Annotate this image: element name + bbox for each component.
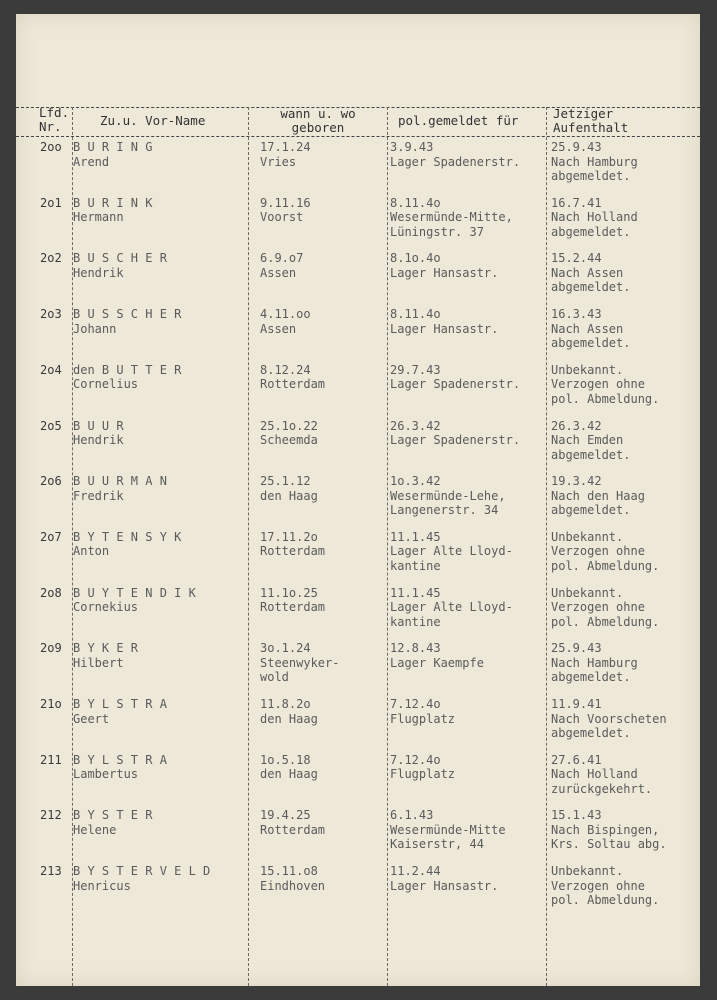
birth-info <box>260 251 303 280</box>
person-name <box>73 251 167 280</box>
surname: B Y L S T R A <box>73 697 167 711</box>
current-residence <box>551 196 638 240</box>
birth-info <box>260 753 318 782</box>
birth-line: Eindhoven <box>260 878 326 893</box>
registration-info <box>390 307 498 336</box>
residence-line: Nach Assen <box>551 321 624 336</box>
registration-line: 29.7.43 <box>390 362 441 377</box>
current-residence <box>551 753 652 797</box>
person-name <box>73 697 167 726</box>
birth-info <box>260 697 318 726</box>
firstname: Hendrik <box>73 433 124 447</box>
surname: B Y S T E R <box>73 808 153 823</box>
current-residence <box>551 363 659 407</box>
birth-line: 3o.1.24 <box>260 641 311 656</box>
registration-line: Flugplatz <box>390 767 456 782</box>
residence-line: 25.9.43 <box>551 641 602 656</box>
registration-line: Lager Alte Lloyd- <box>390 600 513 615</box>
birth-line: 17.1.24 <box>260 140 311 154</box>
table-row <box>16 697 700 753</box>
registration-line: 26.3.42 <box>390 418 441 433</box>
residence-line: abgemeldet. <box>551 224 631 239</box>
current-residence <box>551 864 659 908</box>
row-number: 2oo <box>40 140 62 154</box>
row-number: 2o6 <box>40 474 62 489</box>
table-row <box>16 363 700 419</box>
table-row <box>16 586 700 642</box>
firstname: Anton <box>73 544 110 559</box>
firstname: Henricus <box>73 878 131 893</box>
document-page <box>16 14 700 986</box>
firstname: Cornelius <box>73 377 139 392</box>
row-number: 2o5 <box>40 418 62 433</box>
registration-line: Wesermünde-Lehe, <box>390 488 506 503</box>
row-number: 211 <box>40 752 62 767</box>
registration-line: Lager Spadenerstr. <box>390 377 521 392</box>
residence-line: pol. Abmeldung. <box>551 893 660 908</box>
birth-line: den Haag <box>260 488 318 503</box>
birth-line: 11.1o.25 <box>260 585 318 600</box>
registration-line: 7.12.4o <box>390 697 441 711</box>
residence-line: 19.3.42 <box>551 474 602 489</box>
birth-line: Scheemda <box>260 433 318 447</box>
birth-info <box>260 808 325 837</box>
residence-line: Unbekannt. <box>551 362 624 377</box>
residence-line: abgemeldet. <box>551 503 631 518</box>
person-name <box>73 140 152 169</box>
birth-info <box>260 307 311 336</box>
registration-info <box>390 251 498 280</box>
table-row <box>16 530 700 586</box>
birth-line: 4.11.oo <box>260 307 311 322</box>
table-row <box>16 196 700 252</box>
current-residence <box>551 419 630 463</box>
residence-line: 16.3.43 <box>551 307 602 322</box>
current-residence <box>551 641 638 685</box>
residence-line: Nach Bispingen, <box>551 822 660 837</box>
birth-line: Assen <box>260 265 297 280</box>
firstname: Fredrik <box>73 488 124 503</box>
header-name: Zu.u. Vor-Name <box>100 113 206 128</box>
residence-line: Nach Holland <box>551 767 638 782</box>
firstname: Hendrik <box>73 265 124 280</box>
firstname: Hilbert <box>73 655 124 670</box>
birth-line: Voorst <box>260 210 304 225</box>
birth-info <box>260 474 318 503</box>
registration-info <box>390 140 520 169</box>
surname: B Y S T E R V E L D <box>73 864 211 879</box>
current-residence <box>551 530 659 574</box>
birth-line: Rotterdam <box>260 822 326 837</box>
birth-line: 11.8.2o <box>260 697 311 711</box>
residence-line: pol. Abmeldung. <box>551 391 660 406</box>
residence-line: Nach Hamburg <box>551 154 638 169</box>
surname: den B U T T E R <box>73 362 182 377</box>
birth-line: Rotterdam <box>260 377 326 392</box>
table-row <box>16 808 700 864</box>
table-row <box>16 641 700 697</box>
current-residence <box>551 474 645 518</box>
registration-line: Lager Hansastr. <box>390 878 499 893</box>
person-name <box>73 753 167 782</box>
row-number: 2o2 <box>40 251 62 266</box>
registration-info <box>390 808 506 852</box>
residence-line: 15.2.44 <box>551 251 602 266</box>
registration-line: 11.2.44 <box>390 864 441 879</box>
residence-line: Unbekannt. <box>551 529 624 544</box>
residence-line: Unbekannt. <box>551 864 624 879</box>
residence-line: Nach Holland <box>551 210 638 225</box>
table-row <box>16 474 700 530</box>
row-number: 2o3 <box>40 307 62 322</box>
residence-line: 27.6.41 <box>551 752 602 767</box>
person-name <box>73 808 152 837</box>
birth-line: 8.12.24 <box>260 362 311 377</box>
residence-line: Nach Hamburg <box>551 655 638 670</box>
current-residence <box>551 307 630 351</box>
registration-line: 7.12.4o <box>390 752 441 767</box>
residence-line: Verzogen ohne <box>551 544 645 559</box>
firstname: Johann <box>73 321 117 336</box>
firstname: Arend <box>73 154 110 169</box>
person-name <box>73 641 138 670</box>
residence-line: Nach den Haag <box>551 488 645 503</box>
firstname: Helene <box>73 822 117 837</box>
birth-line: wold <box>260 670 289 685</box>
surname: B U U R <box>73 418 124 433</box>
residence-line: Verzogen ohne <box>551 600 645 615</box>
registration-info <box>390 363 520 392</box>
birth-line: 25.1o.22 <box>260 418 318 433</box>
birth-line: Vries <box>260 154 297 169</box>
residence-line: Verzogen ohne <box>551 377 645 392</box>
residence-line: abgemeldet. <box>551 670 631 685</box>
registration-line: 11.1.45 <box>390 585 441 600</box>
birth-info <box>260 196 311 225</box>
registration-line: Wesermünde-Mitte <box>390 822 506 837</box>
current-residence <box>551 808 667 852</box>
person-name <box>73 474 167 503</box>
row-number: 21o <box>40 697 62 711</box>
residence-line: abgemeldet. <box>551 280 631 295</box>
birth-line: Assen <box>260 321 297 336</box>
surname: B U R I N G <box>73 140 153 154</box>
residence-line: 26.3.42 <box>551 418 602 433</box>
residence-line: 25.9.43 <box>551 140 602 154</box>
registration-line: Lager Kaempfe <box>390 655 484 670</box>
residence-line: Verzogen ohne <box>551 878 645 893</box>
table-row <box>16 251 700 307</box>
header-born: wann u. wo geboren <box>280 106 356 135</box>
person-name <box>73 196 152 225</box>
birth-info <box>260 864 325 893</box>
firstname: Cornekius <box>73 600 139 615</box>
current-residence <box>551 697 667 741</box>
header-bottom-rule <box>16 136 700 137</box>
birth-line: 9.11.16 <box>260 195 311 210</box>
surname: B Y K E R <box>73 641 139 656</box>
person-name <box>73 363 181 392</box>
birth-info <box>260 586 325 615</box>
registration-info <box>390 530 513 574</box>
birth-info <box>260 641 339 685</box>
residence-line: Krs. Soltau abg. <box>551 837 667 852</box>
residence-line: abgemeldet. <box>551 726 631 740</box>
birth-line: Rotterdam <box>260 600 326 615</box>
birth-info <box>260 363 325 392</box>
header-registered: pol.gemeldet für <box>398 113 519 128</box>
birth-info <box>260 419 318 448</box>
header-lfd-nr: Lfd. Nr. <box>39 105 70 134</box>
person-name <box>73 419 124 448</box>
registration-info <box>390 419 520 448</box>
residence-line: zurückgekehrt. <box>551 781 653 796</box>
birth-line: 25.1.12 <box>260 474 311 489</box>
registration-line: 8.11.4o <box>390 195 441 210</box>
surname: B Y T E N S Y K <box>73 529 182 544</box>
registration-line: 12.8.43 <box>390 641 441 656</box>
registration-info <box>390 474 506 518</box>
birth-line: 17.11.2o <box>260 529 318 544</box>
person-name <box>73 864 210 893</box>
person-name <box>73 307 181 336</box>
residence-line: Nach Voorscheten <box>551 711 667 726</box>
residence-line: 16.7.41 <box>551 195 602 210</box>
person-name <box>73 530 181 559</box>
table-row <box>16 140 700 196</box>
registration-line: Lüningstr. 37 <box>390 224 484 239</box>
registration-line: Lager Spadenerstr. <box>390 154 521 169</box>
residence-line: Nach Assen <box>551 265 624 280</box>
birth-info <box>260 530 325 559</box>
registration-line: kantine <box>390 558 441 573</box>
current-residence <box>551 251 630 295</box>
surname: B U S C H E R <box>73 251 167 266</box>
surname: B U R I N K <box>73 195 153 210</box>
registration-line: 3.9.43 <box>390 140 434 154</box>
birth-line: Steenwyker- <box>260 655 340 670</box>
surname: B U U R M A N <box>73 474 167 489</box>
current-residence <box>551 140 638 184</box>
registration-line: Lager Hansastr. <box>390 321 499 336</box>
row-number: 2o7 <box>40 529 62 544</box>
registration-info <box>390 586 513 630</box>
registration-line: 8.1o.4o <box>390 251 441 266</box>
registration-info <box>390 753 455 782</box>
registration-line: Lager Hansastr. <box>390 265 499 280</box>
residence-line: Unbekannt. <box>551 585 624 600</box>
registration-line: Kaiserstr, 44 <box>390 837 484 852</box>
residence-line: 11.9.41 <box>551 697 602 711</box>
registration-line: 1o.3.42 <box>390 474 441 489</box>
person-name <box>73 586 196 615</box>
birth-line: 15.11.o8 <box>260 864 318 879</box>
firstname: Lambertus <box>73 767 139 782</box>
surname: B U Y T E N D I K <box>73 585 196 600</box>
table-row <box>16 753 700 809</box>
table-row <box>16 864 700 920</box>
table-row <box>16 307 700 363</box>
row-number: 2o9 <box>40 641 62 656</box>
birth-line: 1o.5.18 <box>260 752 311 767</box>
registration-line: Flugplatz <box>390 711 456 726</box>
residence-line: 15.1.43 <box>551 808 602 823</box>
registration-line: 8.11.4o <box>390 307 441 322</box>
row-number: 2o4 <box>40 362 62 377</box>
row-number: 213 <box>40 864 62 879</box>
birth-line: den Haag <box>260 767 318 782</box>
birth-line: den Haag <box>260 711 318 726</box>
residence-line: pol. Abmeldung. <box>551 614 660 629</box>
registration-info <box>390 641 484 670</box>
row-number: 2o1 <box>40 195 62 210</box>
registration-line: kantine <box>390 614 441 629</box>
birth-line: Rotterdam <box>260 544 326 559</box>
residence-line: Nach Emden <box>551 433 624 447</box>
surname: B U S S C H E R <box>73 307 182 322</box>
row-number: 212 <box>40 808 62 823</box>
registration-line: Langenerstr. 34 <box>390 503 499 518</box>
registration-info <box>390 196 513 240</box>
residence-line: abgemeldet. <box>551 169 631 183</box>
birth-line: 6.9.o7 <box>260 251 304 266</box>
registration-line: Lager Alte Lloyd- <box>390 544 513 559</box>
residence-line: abgemeldet. <box>551 336 631 351</box>
residence-line: abgemeldet. <box>551 447 631 462</box>
firstname: Geert <box>73 711 110 726</box>
registration-line: Lager Spadenerstr. <box>390 433 521 447</box>
birth-line: 19.4.25 <box>260 808 311 823</box>
registration-line: 11.1.45 <box>390 529 441 544</box>
table-row <box>16 419 700 475</box>
header-current: Jetziger Aufenthalt <box>553 106 629 135</box>
firstname: Hermann <box>73 210 124 225</box>
birth-info <box>260 140 311 169</box>
registration-info <box>390 697 455 726</box>
registration-line: Wesermünde-Mitte, <box>390 210 513 225</box>
registration-line: 6.1.43 <box>390 808 434 823</box>
surname: B Y L S T R A <box>73 752 167 767</box>
current-residence <box>551 586 659 630</box>
registration-info <box>390 864 498 893</box>
row-number: 2o8 <box>40 585 62 600</box>
residence-line: pol. Abmeldung. <box>551 558 660 573</box>
